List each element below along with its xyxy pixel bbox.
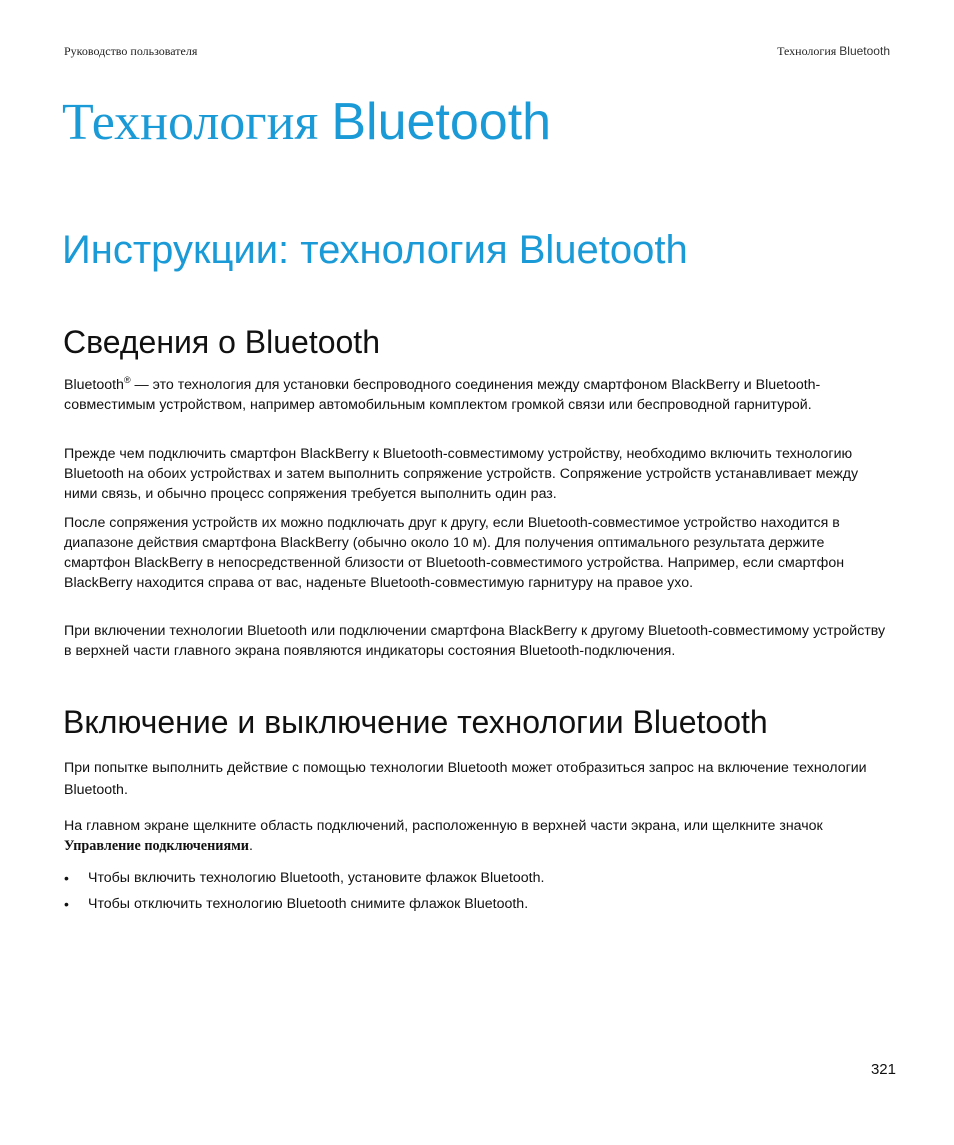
chapter-title-serif: Технология <box>62 94 332 151</box>
connections-management-label: Управление подключениями <box>64 838 249 854</box>
toggle-bullet-list <box>64 868 894 920</box>
about-paragraph-3: После сопряжения устройств их можно подключать друг к другу, если Bluetooth-совместимое устройство находится в диапазоне действия смартфона BlackBerry (обычно около 10 м). Для получения оптимального результата держите смартфон BlackBerry в непосредственной близости от Bluetooth-совместимого устройства. Например, если смартфон BlackBerry находится справа от вас, наденьте Bluetooth-совместимую гарнитуру на правое ухо. <box>64 515 845 591</box>
about-paragraph-2: Прежде чем подключить смартфон BlackBerry к Bluetooth-совместимому устройству, необходимо включить технологию Bluetooth на обоих устройствах и затем выполнить сопряжение устройств. Сопряжение устройств устанавливает между ними связь, и обычно процесс сопряжения требуется выполнить один раз. <box>64 446 859 502</box>
section-title: Инструкции: технология Bluetooth <box>62 228 688 272</box>
running-header-right-sans: Bluetooth <box>839 44 890 58</box>
bullet-icon: • <box>64 896 69 912</box>
about-p1-start: Bluetooth <box>64 377 124 393</box>
list-item <box>64 868 894 888</box>
page-number: 321 <box>870 1061 896 1078</box>
chapter-title <box>62 92 551 153</box>
running-header-left: Руководство пользователя <box>64 44 198 58</box>
list-item <box>64 894 894 914</box>
list-item-text: Чтобы включить технологию Bluetooth, установите флажок Bluetooth. <box>88 870 545 886</box>
about-p1-rest: — это технология для установки беспроводного соединения между смартфоном BlackBerry и Bluetooth-совместимым устройством, например автомобильным комплектом громкой связи или беспроводной гарнитурой. <box>64 377 821 413</box>
about-paragraph-1 <box>64 375 894 415</box>
chapter-title-sans: Bluetooth <box>331 93 552 151</box>
toggle-paragraph-1: При попытке выполнить действие с помощью технологии Bluetooth может отобразиться запрос на включение технологии Bluetooth. <box>64 760 867 798</box>
registered-mark: ® <box>123 375 131 385</box>
about-paragraph-4: При включении технологии Bluetooth или подключении смартфона BlackBerry к другому Bluetooth-совместимому устройству в верхней части главного экрана появляются индикаторы состояния Bluetooth-подключения. <box>64 623 886 659</box>
toggle-heading: Включение и выключение технологии Bluetooth <box>63 704 768 740</box>
running-header-right <box>777 44 890 58</box>
toggle-p2-end: . <box>248 838 253 854</box>
toggle-p2-start: На главном экране щелкните область подключений, расположенную в верхней части экрана, или щелкните значок <box>64 818 823 834</box>
running-header-right-serif: Технология <box>777 44 840 58</box>
toggle-paragraph-2 <box>64 816 894 856</box>
about-heading: Сведения о Bluetooth <box>63 324 380 360</box>
bullet-icon: • <box>64 870 69 886</box>
list-item-text: Чтобы отключить технологию Bluetooth снимите флажок Bluetooth. <box>88 896 529 912</box>
